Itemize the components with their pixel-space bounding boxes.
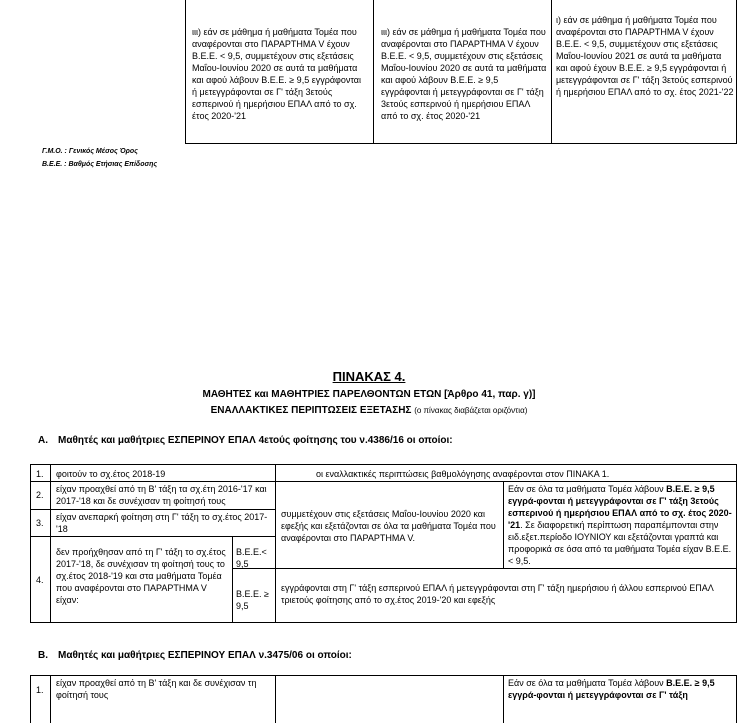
row-number: 4. bbox=[36, 575, 44, 585]
outcome-part-bold: Β.Ε.Ε. ≥ 9,5 εγγρά-φονται ή μετεγγράφονται σε Γ' τάξη 3ετούς εσπερινού ή ημερήσιου ΕΠΑΛ από το σχ. έτος 2020-'21 bbox=[508, 484, 732, 530]
table-border bbox=[232, 568, 736, 569]
outcome-part: Εάν σε όλα τα μαθήματα Τομέα λάβουν bbox=[508, 484, 667, 494]
table-border bbox=[30, 464, 31, 623]
top-table-border bbox=[185, 0, 186, 143]
table-border bbox=[503, 675, 504, 723]
row-text: δεν προήχθησαν από τη Γ' τάξη το σχ.έτος 2017-'18, δε συνέχισαν τη φοίτησή τους το σχ.έτος 2018-'19 και στα μαθήματα Τομέα που αναφέρονται στο ΠΑΡΑΡΤΗΜΑ V είχαν: bbox=[56, 547, 226, 605]
table4-subtitle-2-note: (ο πίνακας διαβάζεται οριζόντια) bbox=[414, 406, 528, 415]
section-b-letter: Β. bbox=[38, 650, 48, 661]
row-text: είχαν προαχθεί από τη Β' τάξη και δε συνέχισαν τη φοίτησή τους bbox=[56, 678, 257, 700]
row-outcome: οι εναλλακτικές περιπτώσεις βαθμολόγησης αναφέρονται στον ΠΙΝΑΚΑ 1. bbox=[316, 469, 610, 479]
top-table-cell-1: ιιι) εάν σε μάθημα ή μαθήματα Τομέα που αναφέρονται στο ΠΑΡΑΡΤΗΜΑ V έχουν Β.Ε.Ε. < 9,5, συμμετέχουν στις εξετάσεις Μαΐου-Ιουνίου 2020 σε αυτά τα μαθήματα και αφού λάβουν Β.Ε.Ε. ≥ 9,5 εγγράφονται ή μετεγγράφονται σε Γ' τάξη 3ετούς εσπερινού ή ημερήσιου ΕΠΑΛ από το σχ. έτος 2020-'21 bbox=[192, 27, 362, 121]
top-table-cell-2: ιιι) εάν σε μάθημα ή μαθήματα Τομέα που αναφέρονται στο ΠΑΡΑΡΤΗΜΑ V έχουν Β.Ε.Ε. < 9,5, συμμετέχουν στις εξετάσεις Μαΐου-Ιουνίου 2020 σε αυτά τα μαθήματα και αφού λάβουν Β.Ε.Ε. ≥ 9,5 εγγράφονται ή μετεγγράφονται σε Γ' τάξη 3ετούς εσπερινού ή ημερήσιου ΕΠΑΛ από το σχ. έτος 2020-'21 bbox=[381, 27, 547, 121]
table-border bbox=[736, 675, 737, 723]
row-number: 1. bbox=[36, 685, 44, 695]
row-text: φοιτούν το σχ.έτος 2018-19 bbox=[56, 469, 166, 479]
outcome-part-bold: Β.Ε.Ε. ≥ 9,5 εγγρά-φονται ή μετεγγράφονται σε Γ' τάξη bbox=[508, 678, 715, 700]
abbreviation-bee: Β.Ε.Ε. : Βαθμός Ετήσιας Επίδοσης bbox=[42, 161, 158, 168]
table4-subtitle-2-main: ΕΝΑΛΛΑΚΤΙΚΕΣ ΠΕΡΙΠΤΩΣΕΙΣ ΕΞΕΤΑΣΗΣ bbox=[210, 405, 412, 416]
table-border bbox=[503, 481, 504, 569]
top-table-cell-3: ι) εάν σε μάθημα ή μαθήματα Τομέα που αναφέρονται στο ΠΑΡΑΡΤΗΜΑ V έχουν Β.Ε.Ε. < 9,5, συμμετέχουν στις εξετάσεις Μαΐου-Ιουνίου 2021 σε αυτά τα μαθήματα και αφού έχουν Β.Ε.Ε. ≥ 9,5 εγγράφονται ή μετεγγράφονται σε Γ' τάξη 3ετούς εσπερινού ή ημερήσιου ΕΠΑΛ από το σχ. έτος 2021-'22 bbox=[556, 15, 734, 97]
table-border bbox=[736, 464, 737, 623]
table-border bbox=[50, 464, 51, 623]
table-border bbox=[30, 481, 736, 482]
table4-subtitle: ΜΑΘΗΤΕΣ και ΜΑΘΗΤΡΙΕΣ ΠΑΡΕΛΘΟΝΤΩΝ ΕΤΩΝ [Άρθρο 41, παρ. γ)] bbox=[202, 389, 536, 400]
table-border bbox=[30, 675, 736, 676]
table-border bbox=[30, 536, 275, 537]
table4-title: ΠΙΝΑΚΑΣ 4. bbox=[332, 369, 406, 384]
row-condition: συμμετέχουν στις εξετάσεις Μαΐου-Ιουνίου 2020 και εφεξής και εξετάζονται σε όλα τα μαθήματα Τομέα που αναφέρονται στο ΠΑΡΑΡΤΗΜΑ V. bbox=[281, 509, 496, 543]
row-outcome bbox=[508, 677, 734, 701]
row-number: 2. bbox=[36, 490, 44, 500]
row-number: 1. bbox=[36, 469, 44, 479]
top-table-border bbox=[373, 0, 374, 143]
table-border bbox=[275, 675, 276, 723]
row-text: είχαν ανεπαρκή φοίτηση στη Γ' τάξη το σχ.έτος 2017-'18 bbox=[56, 512, 268, 534]
table-border bbox=[275, 481, 276, 623]
row-condition: Β.Ε.Ε.< 9,5 bbox=[236, 547, 267, 569]
table-border bbox=[30, 675, 31, 723]
table-border bbox=[50, 675, 51, 723]
section-a-letter: Α. bbox=[38, 435, 48, 446]
abbreviation-gmo: Γ.Μ.Ο. : Γενικός Μέσος Όρος bbox=[42, 148, 138, 155]
top-table-border bbox=[551, 0, 552, 143]
table-border bbox=[232, 536, 233, 623]
table-border bbox=[30, 622, 736, 623]
table-border bbox=[30, 464, 736, 465]
table-border bbox=[30, 509, 275, 510]
row-outcome bbox=[508, 483, 734, 567]
table-border bbox=[275, 464, 276, 482]
row-number: 3. bbox=[36, 518, 44, 528]
row-condition: Β.Ε.Ε. ≥ 9,5 bbox=[236, 589, 269, 611]
outcome-part: Εάν σε όλα τα μαθήματα Τομέα λάβουν bbox=[508, 678, 667, 688]
table4-subtitle-2 bbox=[0, 405, 738, 416]
section-a-heading: Μαθητές και μαθήτριες ΕΣΠΕΡΙΝΟΥ ΕΠΑΛ 4ετούς φοίτησης του ν.4386/16 οι οποίοι: bbox=[58, 435, 453, 446]
outcome-part: . Σε διαφορετική περίπτωση παραπέμπονται στην ειδ.εξετ.περίοδο ΙΟΥΝΙΟΥ και εξετάζονται γραπτά και προφορικά σε όσα από τα μαθήματα Τομέα είχαν Β.Ε.Ε. < 9,5. bbox=[508, 520, 732, 566]
section-b-heading: Μαθητές και μαθήτριες ΕΣΠΕΡΙΝΟΥ ΕΠΑΛ ν.3475/06 οι οποίοι: bbox=[58, 650, 352, 661]
top-table-border bbox=[736, 0, 737, 143]
row-text: είχαν προαχθεί από τη Β' τάξη τα σχ.έτη 2016-'17 και 2017-'18 και δε συνέχισαν τη φοίτησή τους bbox=[56, 484, 267, 506]
top-table-border bbox=[185, 143, 737, 144]
row-outcome: εγγράφονται στη Γ' τάξη εσπερινού ΕΠΑΛ ή μετεγγράφονται στη Γ' τάξη ημερήσιου ή άλλου εσπερινού ΕΠΑΛ τριετούς φοίτησης από το σχ.έτος 2019-'20 και εφεξής bbox=[281, 583, 714, 605]
